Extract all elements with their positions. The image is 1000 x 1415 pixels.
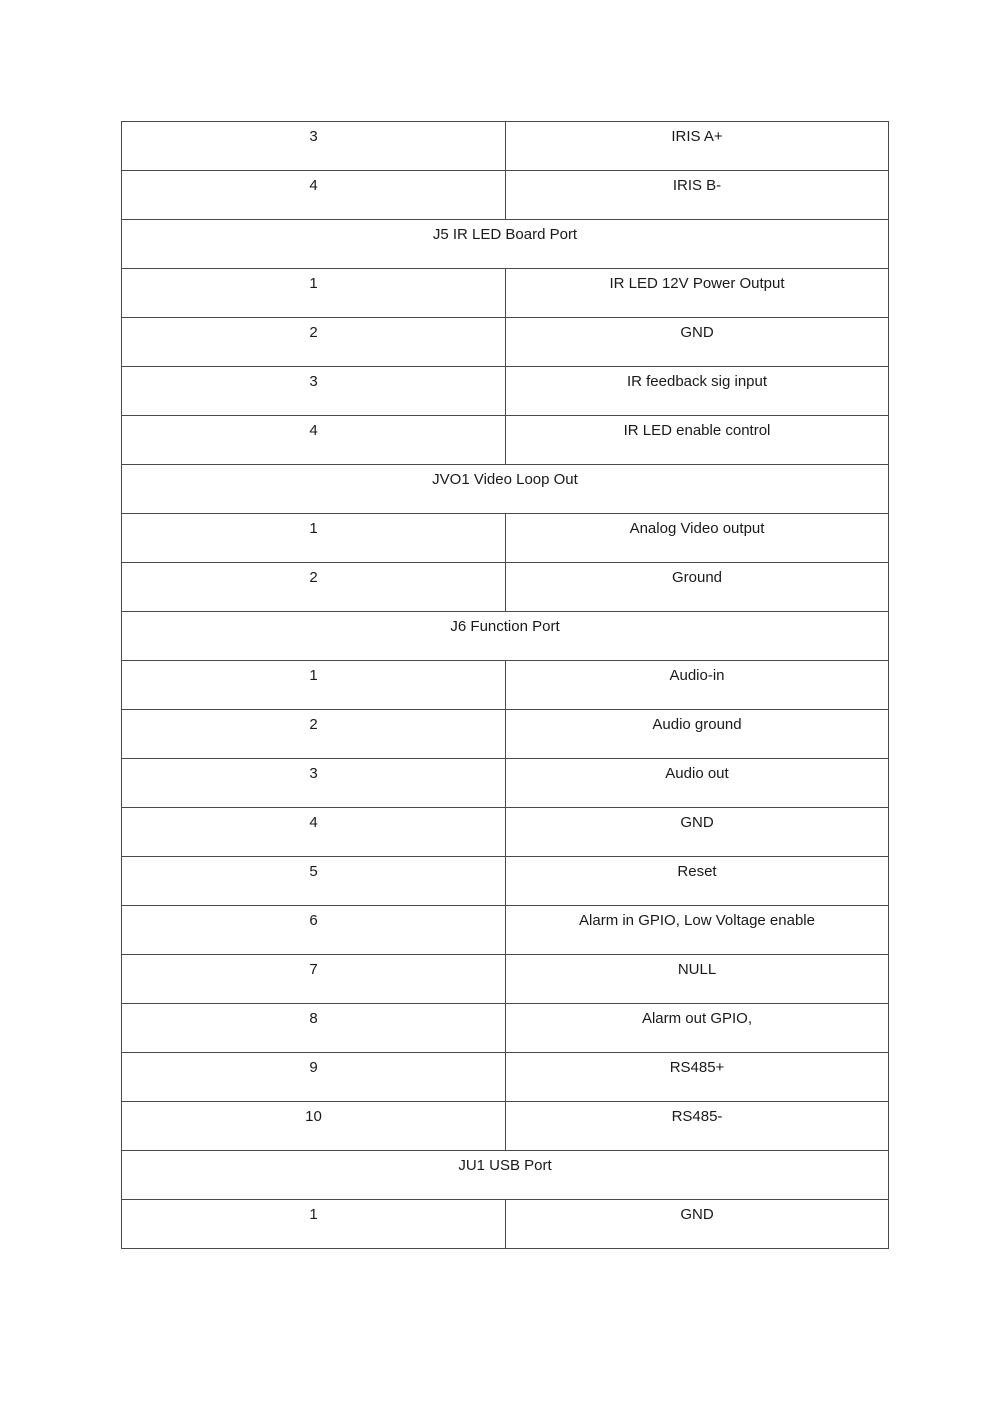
pin-function-cell: Analog Video output [506, 514, 889, 563]
table-row [122, 1053, 889, 1102]
table-row [122, 367, 889, 416]
pin-number-cell: 8 [122, 1004, 506, 1053]
pin-number-cell: 1 [122, 269, 506, 318]
table-row [122, 171, 889, 220]
pin-number-cell: 1 [122, 661, 506, 710]
pin-function-cell: Reset [506, 857, 889, 906]
table-row [122, 857, 889, 906]
pin-number-cell: 3 [122, 759, 506, 808]
table-row [122, 710, 889, 759]
section-header-row [122, 1151, 889, 1200]
pin-number-cell: 3 [122, 122, 506, 171]
section-title: J6 Function Port [122, 612, 889, 661]
table-row [122, 1102, 889, 1151]
table-row [122, 514, 889, 563]
pin-function-cell: Audio ground [506, 710, 889, 759]
pin-number-cell: 1 [122, 514, 506, 563]
table-row [122, 1200, 889, 1249]
table-row [122, 122, 889, 171]
pin-number-cell: 4 [122, 808, 506, 857]
table-row [122, 1004, 889, 1053]
pin-function-cell: Alarm out GPIO, [506, 1004, 889, 1053]
pin-function-cell: IR feedback sig input [506, 367, 889, 416]
table-row [122, 318, 889, 367]
pin-assignment-table [121, 121, 889, 1249]
table-row [122, 269, 889, 318]
section-title: J5 IR LED Board Port [122, 220, 889, 269]
section-title: JVO1 Video Loop Out [122, 465, 889, 514]
pin-number-cell: 9 [122, 1053, 506, 1102]
pin-number-cell: 5 [122, 857, 506, 906]
pin-function-cell: IRIS A+ [506, 122, 889, 171]
pin-function-cell: Audio-in [506, 661, 889, 710]
pin-number-cell: 3 [122, 367, 506, 416]
pin-function-cell: NULL [506, 955, 889, 1004]
table-row [122, 906, 889, 955]
pin-function-cell: RS485+ [506, 1053, 889, 1102]
pin-number-cell: 4 [122, 416, 506, 465]
section-title: JU1 USB Port [122, 1151, 889, 1200]
table-row [122, 563, 889, 612]
table-row [122, 955, 889, 1004]
pin-function-cell: Alarm in GPIO, Low Voltage enable [506, 906, 889, 955]
table-row [122, 759, 889, 808]
pin-number-cell: 6 [122, 906, 506, 955]
section-header-row [122, 612, 889, 661]
pin-number-cell: 7 [122, 955, 506, 1004]
pin-function-cell: GND [506, 318, 889, 367]
pin-number-cell: 2 [122, 710, 506, 759]
pin-function-cell: GND [506, 808, 889, 857]
pin-function-cell: RS485- [506, 1102, 889, 1151]
table-row [122, 661, 889, 710]
pin-number-cell: 10 [122, 1102, 506, 1151]
pin-number-cell: 2 [122, 318, 506, 367]
pin-table-body [122, 122, 889, 1249]
section-header-row [122, 465, 889, 514]
pin-function-cell: IRIS B- [506, 171, 889, 220]
pin-function-cell: IR LED 12V Power Output [506, 269, 889, 318]
pin-number-cell: 4 [122, 171, 506, 220]
section-header-row [122, 220, 889, 269]
pin-function-cell: IR LED enable control [506, 416, 889, 465]
table-row [122, 416, 889, 465]
pin-function-cell: Audio out [506, 759, 889, 808]
pin-function-cell: GND [506, 1200, 889, 1249]
pin-number-cell: 1 [122, 1200, 506, 1249]
pin-number-cell: 2 [122, 563, 506, 612]
table-row [122, 808, 889, 857]
pin-function-cell: Ground [506, 563, 889, 612]
